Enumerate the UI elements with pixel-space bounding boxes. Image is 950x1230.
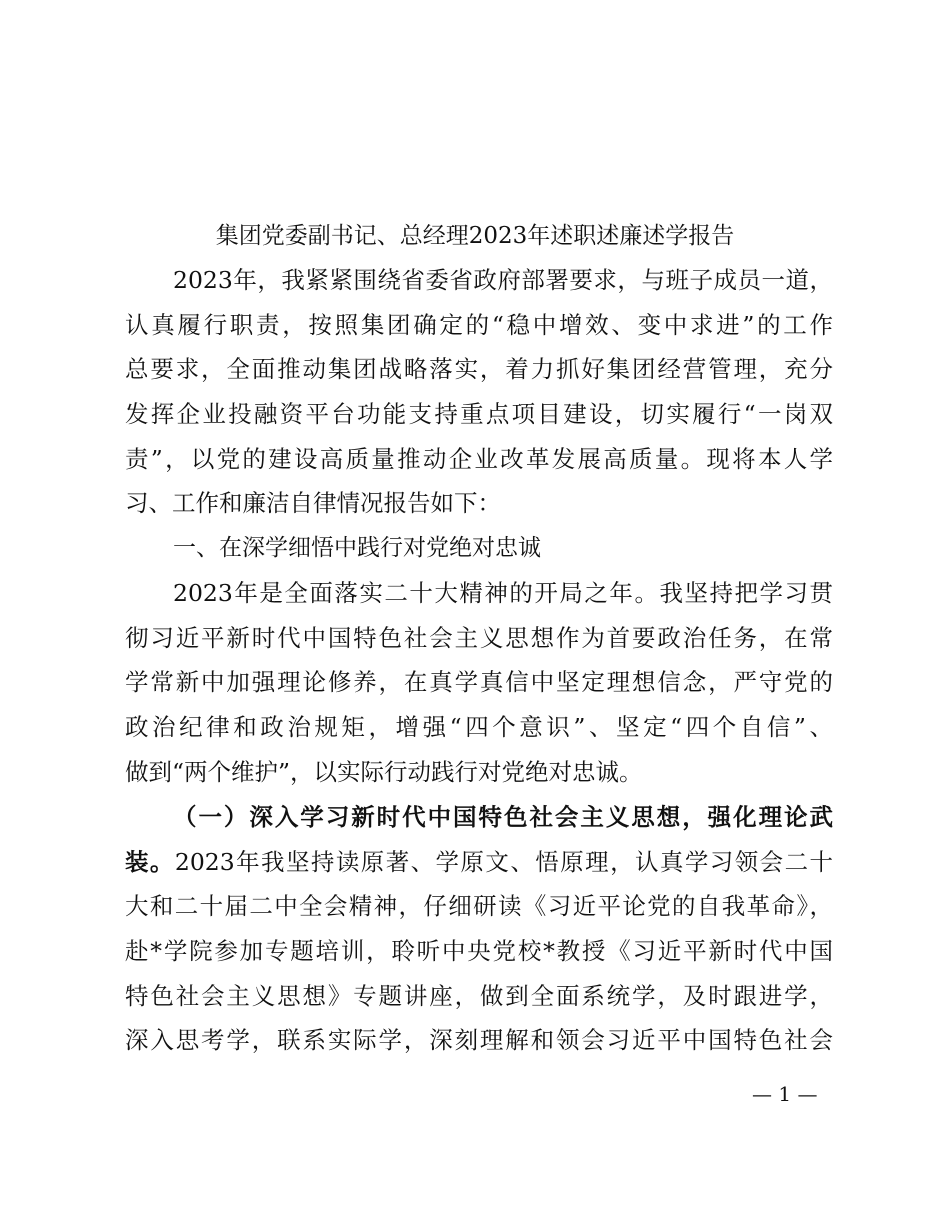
subsection-line bbox=[125, 846, 833, 878]
intro-line: 责”，以党的建设高质量推动企业改革发展高质量。现将本人学 bbox=[125, 445, 833, 473]
subsection-heading-tail: 装。 bbox=[125, 848, 175, 876]
subsection-line: 特色社会主义思想》专题讲座，做到全面系统学，及时跟进学， bbox=[125, 982, 833, 1010]
subsection-line: 赴*学院参加专题培训，聆听中央党校*教授《习近平新时代中国 bbox=[125, 937, 833, 965]
subsection-line: 大和二十届二中全会精神，仔细研读《习近平论党的自我革命》， bbox=[125, 892, 833, 920]
section-line: 做到“两个维护”，以实际行动践行对党绝对忠诚。 bbox=[125, 758, 643, 786]
section-heading: 一、在深学细悟中践行对党绝对忠诚 bbox=[173, 535, 541, 561]
subsection-line-text: 2023年我坚持读原著、学原文、悟原理，认真学习领会二十 bbox=[174, 848, 834, 876]
subsection-line: 深入思考学，联系实际学，深刻理解和领会习近平中国特色社会 bbox=[125, 1026, 833, 1054]
section-line: 学常新中加强理论修养，在真学真信中坚定理想信念，严守党的 bbox=[125, 668, 833, 696]
subsection-heading: （一）深入学习新时代中国特色社会主义思想，强化理论武 bbox=[173, 803, 833, 831]
section-line: 2023年是全面落实二十大精神的开局之年。我坚持把学习贯 bbox=[173, 579, 833, 607]
intro-line: 总要求，全面推动集团战略落实，着力抓好集团经营管理，充分 bbox=[125, 355, 833, 383]
section-line: 政治纪律和政治规矩，增强“四个意识”、坚定“四个自信”、 bbox=[125, 713, 833, 741]
section-line: 彻习近平新时代中国特色社会主义思想作为首要政治任务，在常 bbox=[125, 624, 833, 652]
intro-line: 习、工作和廉洁自律情况报告如下： bbox=[125, 489, 501, 517]
intro-line: 认真履行职责，按照集团确定的“稳中增效、变中求进”的工作 bbox=[125, 311, 833, 339]
intro-line: 发挥企业投融资平台功能支持重点项目建设，切实履行“一岗双 bbox=[125, 400, 833, 428]
page-number: — 1 — bbox=[752, 1082, 818, 1106]
document-title: 集团党委副书记、总经理2023年述职述廉述学报告 bbox=[215, 223, 735, 249]
intro-line: 2023年，我紧紧围绕省委省政府部署要求，与班子成员一道， bbox=[173, 266, 833, 294]
